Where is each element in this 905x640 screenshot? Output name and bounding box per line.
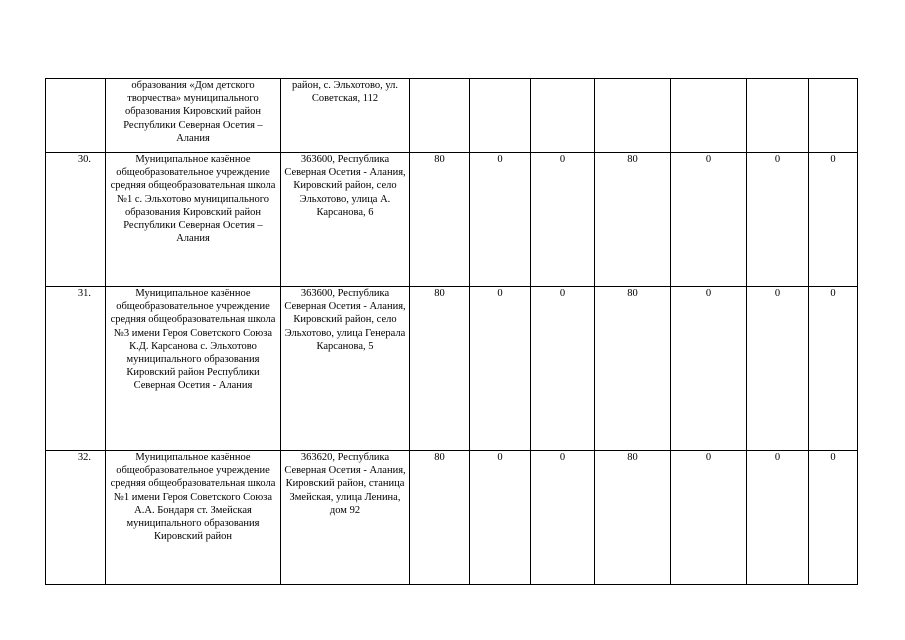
institution-address: 363600, Республика Северная Осетия - Алания, Кировский район, село Эльхотово, улица А. Карсанова, 6 xyxy=(281,153,410,287)
value-cell-7: 0 xyxy=(809,153,858,287)
value-cell-7: 0 xyxy=(809,451,858,585)
institution-address: 363620, Республика Северная Осетия - Алания, Кировский район, станица Змейская, улица Ленина, дом 92 xyxy=(281,451,410,585)
value-cell-3 xyxy=(531,79,595,153)
institution-name: Муниципальное казённое общеобразовательное учреждение средняя общеобразовательная школа №3 имени Героя Советского Союза К.Д. Карсанова с. Эльхотово муниципального образования Кировский район Республики Северная Осетия - Алания xyxy=(106,287,281,451)
value-cell-3: 0 xyxy=(531,451,595,585)
value-cell-3: 0 xyxy=(531,153,595,287)
institution-address: район, с. Эльхотово, ул. Советская, 112 xyxy=(281,79,410,153)
institution-address: 363600, Республика Северная Осетия - Алания, Кировский район, село Эльхотово, улица Генерала Карсанова, 5 xyxy=(281,287,410,451)
value-cell-4: 80 xyxy=(595,451,671,585)
value-cell-7: 0 xyxy=(809,287,858,451)
institutions-table xyxy=(45,78,858,585)
value-cell-7 xyxy=(809,79,858,153)
value-cell-5 xyxy=(671,79,747,153)
table-row xyxy=(46,79,858,153)
institution-name: Муниципальное казённое общеобразовательное учреждение средняя общеобразовательная школа №1 с. Эльхотово муниципального образования Кировский район Республики Северная Осетия – Алания xyxy=(106,153,281,287)
value-cell-4: 80 xyxy=(595,287,671,451)
table-row xyxy=(46,287,858,451)
value-cell-6 xyxy=(747,79,809,153)
row-number: 31. xyxy=(46,287,106,451)
value-cell-2 xyxy=(470,79,531,153)
institution-name: Муниципальное казённое общеобразовательное учреждение средняя общеобразовательная школа №1 имени Героя Советского Союза А.А. Бондаря ст. Змейская муниципального образования Кировский район xyxy=(106,451,281,585)
value-cell-3: 0 xyxy=(531,287,595,451)
value-cell-2: 0 xyxy=(470,153,531,287)
value-cell-4 xyxy=(595,79,671,153)
value-cell-5: 0 xyxy=(671,287,747,451)
value-cell-5: 0 xyxy=(671,153,747,287)
table-row xyxy=(46,153,858,287)
value-cell-1 xyxy=(410,79,470,153)
value-cell-2: 0 xyxy=(470,287,531,451)
value-cell-6: 0 xyxy=(747,287,809,451)
institution-name: образования «Дом детского творчества» муниципального образования Кировский район Республики Северная Осетия – Алания xyxy=(106,79,281,153)
row-number xyxy=(46,79,106,153)
value-cell-4: 80 xyxy=(595,153,671,287)
row-number: 30. xyxy=(46,153,106,287)
row-number: 32. xyxy=(46,451,106,585)
value-cell-6: 0 xyxy=(747,153,809,287)
value-cell-1: 80 xyxy=(410,153,470,287)
value-cell-2: 0 xyxy=(470,451,531,585)
value-cell-6: 0 xyxy=(747,451,809,585)
value-cell-1: 80 xyxy=(410,451,470,585)
table-row xyxy=(46,451,858,585)
value-cell-5: 0 xyxy=(671,451,747,585)
value-cell-1: 80 xyxy=(410,287,470,451)
